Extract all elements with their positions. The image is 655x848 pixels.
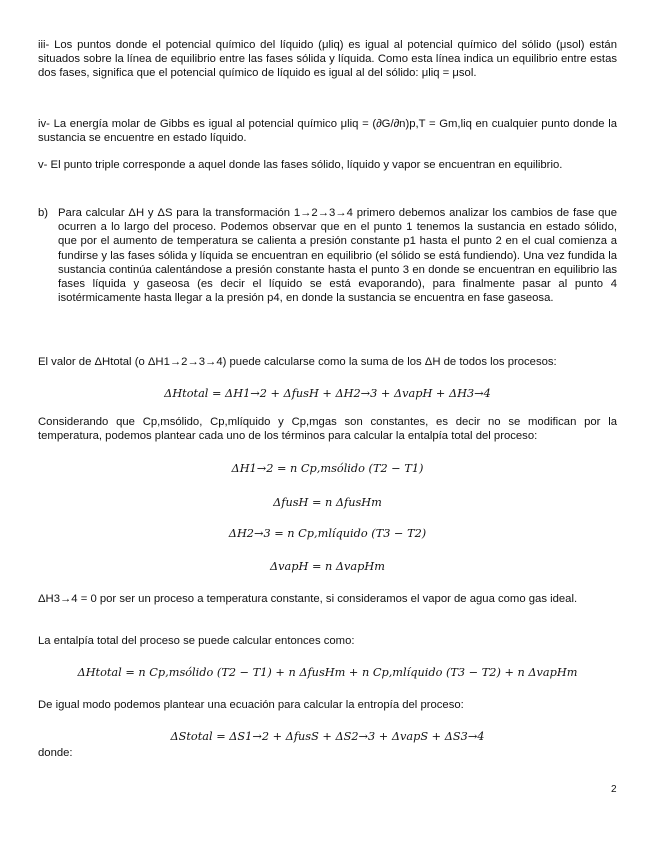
equation-dh-total: ΔHtotal = ΔH1→2 + ΔfusH + ΔH2→3 + ΔvapH + ΔH3→4 (164, 387, 491, 400)
equation-dh23: ΔH2→3 = n Cp,mlíquido (T3 − T2) (228, 527, 427, 540)
paragraph-iv: iv- La energía molar de Gibbs es igual al potencial químico μliq = (∂G/∂n)p,T = Gm,liq en cualquier punto donde la sustancia se encuentre en estado líquido. (38, 118, 617, 145)
equation-dvap: ΔvapH = n ΔvapHm (270, 560, 385, 573)
paragraph-total-intro: El valor de ΔHtotal (o ΔH1→2→3→4) puede calcularse como la suma de los ΔH de todos los procesos: (38, 356, 557, 368)
equation-dh-total-full: ΔHtotal = n Cp,msólido (T2 − T1) + n ΔfusHm + n Cp,mlíquido (T3 − T2) + n ΔvapHm (77, 666, 578, 679)
paragraph-cp-intro: Considerando que Cp,msólido, Cp,mlíquido y Cp,mgas son constantes, es decir no se modifican por la temperatura, podemos plantear cada uno de los términos para calcular la entalpía total del proceso: (38, 416, 617, 443)
paragraph-donde: donde: (38, 747, 73, 759)
paragraph-entropy-intro: De igual modo podemos plantear una ecuación para calcular la entropía del proceso: (38, 699, 464, 711)
item-label: b) (38, 207, 49, 219)
paragraph-v: v- El punto triple corresponde a aquel donde las fases sólido, líquido y vapor se encuentran en equilibrio. (38, 159, 563, 171)
equation-dh12: ΔH1→2 = n Cp,msólido (T2 − T1) (231, 462, 424, 475)
equation-ds-total: ΔStotal = ΔS1→2 + ΔfusS + ΔS2→3 + ΔvapS + ΔS3→4 (170, 730, 485, 743)
paragraph-iii: iii- Los puntos donde el potencial químico del líquido (μliq) es igual al potencial químico del sólido (μsol) están situados sobre la línea de equilibrio entre las fases sólida y líquida. Como esta línea indica un equilibrio entre estas dos fases, significa que el potencial químico de líquido es igual al del sólido: μliq = μsol. (38, 39, 617, 80)
paragraph-b-text: Para calcular ΔH y ΔS para la transformación 1→2→3→4 primero debemos analizar los cambios de fase que ocurren a lo largo del proceso. Podemos observar que en el punto 1 tenemos la sustancia en estado sólido, que por el aumento de temperatura se calienta a presión constante p1 hasta el punto 2 en el cual comienza a fundirse y las fases sólida y líquida se encuentran en equilibrio (el sólido se está fundiendo). Una vez fundida la sustancia continúa calentándose a presión constante hasta el punto 3 en donde se encuentran en equilibrio las fases líquida y gaseosa (es decir el líquido se está evaporando), para finalmente pasar al punto 4 isotérmicamente hasta llegar a la presión p4, en donde la sustancia se encuentra en fase gaseosa. (58, 207, 617, 305)
paragraph-dh34: ΔH3→4 = 0 por ser un proceso a temperatura constante, si consideramos el vapor de agua como gas ideal. (38, 593, 578, 605)
paragraph-total-calc: La entalpía total del proceso se puede calcular entonces como: (38, 635, 355, 647)
paragraph-b (38, 206, 617, 305)
page-number: 2 (611, 784, 617, 795)
equation-dfus: ΔfusH = n ΔfusHm (273, 496, 382, 509)
